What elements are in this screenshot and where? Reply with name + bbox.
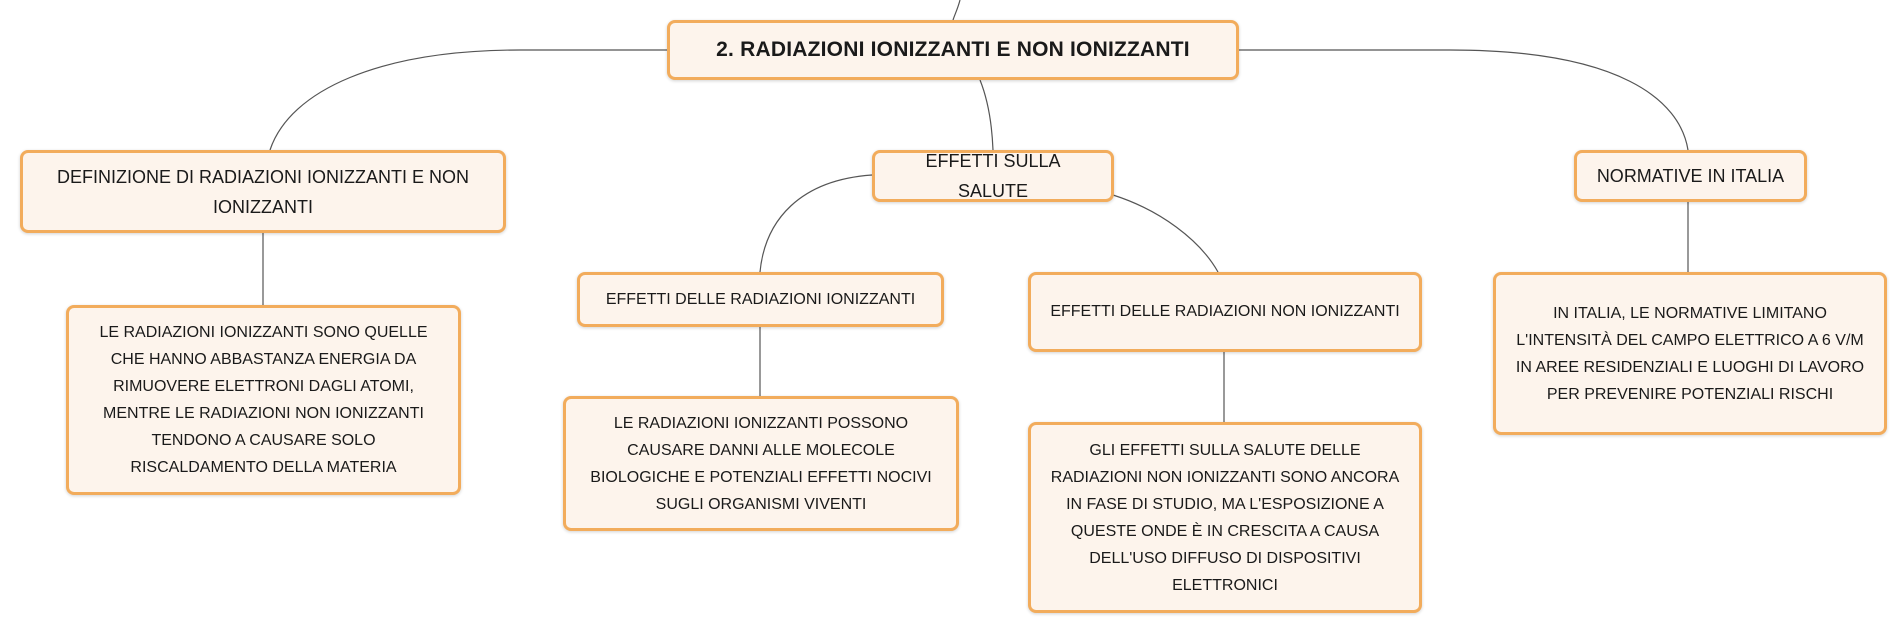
definizione-label: DEFINIZIONE DI RADIAZIONI IONIZZANTI E NON IONIZZANTI xyxy=(56,166,469,217)
definizione-node[interactable] xyxy=(20,150,506,233)
connector-effetti-to-non-ionizzanti xyxy=(1113,195,1218,272)
normative-detail-node[interactable] xyxy=(1493,272,1887,435)
effetti-label: EFFETTI SULLA SALUTE xyxy=(925,151,1061,201)
root-topic-label: 2. RADIAZIONI IONIZZANTI E NON IONIZZANTI xyxy=(716,38,1190,61)
connector-root-to-definizione xyxy=(270,50,668,150)
definizione-detail-node[interactable] xyxy=(66,305,461,495)
effetti-non-ionizzanti-detail-text: GLI EFFETTI SULLA SALUTE DELLE RADIAZIONI NON IONIZZANTI SONO ANCORA IN FASE DI STUDIO, MA L'ESPOSIZIONE A QUESTE ONDE È IN CRESCITA A CAUSA DELL'USO DIFFUSO DI DISPOSITIVI ELETTRONICI xyxy=(1050,441,1400,594)
connector-parent-to-root xyxy=(953,0,960,20)
connector-root-to-normative xyxy=(1238,50,1688,150)
connector-root-to-effetti xyxy=(980,80,993,150)
effetti-ionizzanti-detail-node[interactable] xyxy=(563,396,959,531)
effetti-ionizzanti-label: EFFETTI DELLE RADIAZIONI IONIZZANTI xyxy=(605,290,916,308)
effetti-non-ionizzanti-label: EFFETTI DELLE RADIAZIONI NON IONIZZANTI xyxy=(1050,303,1400,320)
effetti-non-ionizzanti-node[interactable] xyxy=(1028,272,1422,352)
effetti-ionizzanti-detail-text: LE RADIAZIONI IONIZZANTI POSSONO CAUSARE DANNI ALLE MOLECOLE BIOLOGICHE E POTENZIALI EFFETTI NOCIVI SUGLI ORGANISMI VIVENTI xyxy=(590,414,932,513)
root-topic-node[interactable] xyxy=(667,20,1239,80)
effetti-ionizzanti-node[interactable] xyxy=(577,272,944,327)
definizione-detail-text: LE RADIAZIONI IONIZZANTI SONO QUELLE CHE HANNO ABBASTANZA ENERGIA DA RIMUOVERE ELETTRONI DAGLI ATOMI, MENTRE LE RADIAZIONI NON IONIZZANTI TENDONO A CAUSARE SOLO RISCALDAMENTO DELLA MATERIA xyxy=(99,324,428,476)
connector-effetti-to-ionizzanti xyxy=(760,175,872,272)
normative-node[interactable] xyxy=(1574,150,1807,202)
normative-label: NORMATIVE IN ITALIA xyxy=(1596,166,1785,186)
normative-detail-text: IN ITALIA, LE NORMATIVE LIMITANO L'INTENSITÀ DEL CAMPO ELETTRICO A 6 V/M IN AREE RESIDENZIALI E LUOGHI DI LAVORO PER PREVENIRE POTENZIALI RISCHI xyxy=(1515,304,1865,403)
effetti-non-ionizzanti-detail-node[interactable] xyxy=(1028,422,1422,613)
effetti-node[interactable] xyxy=(872,150,1114,202)
